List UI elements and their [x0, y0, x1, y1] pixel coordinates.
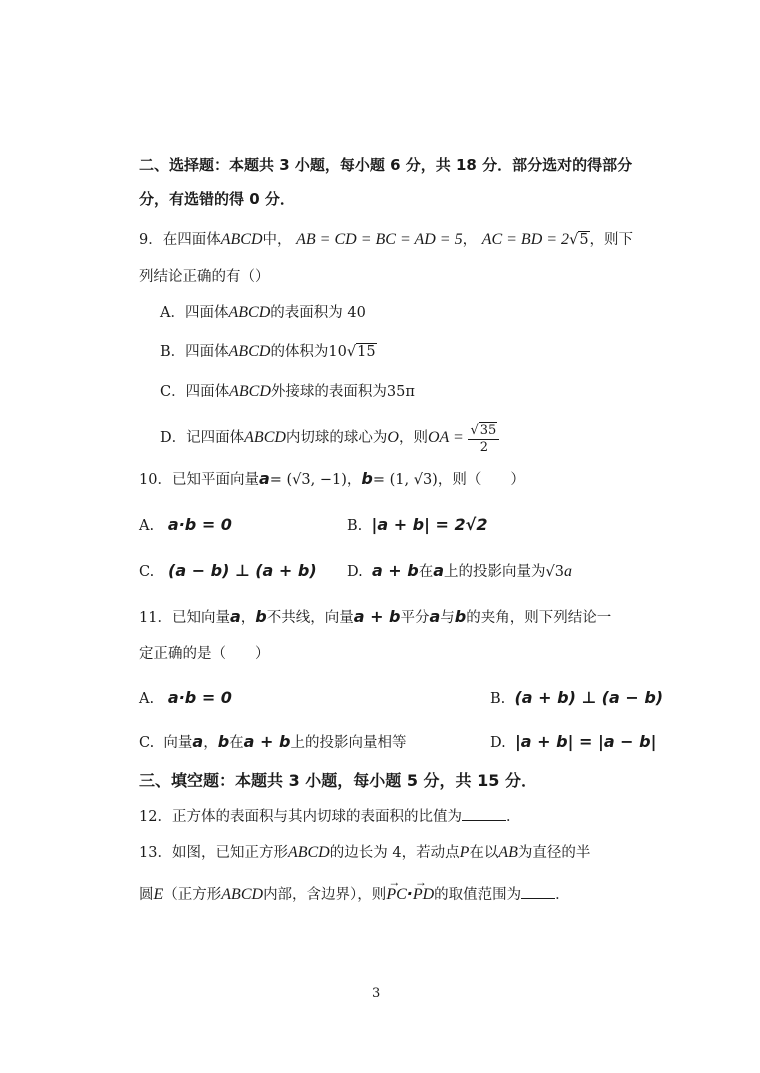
section-2-title-line2: 分，有选错的得 0 分． — [139, 190, 295, 208]
question-10-option-c: C. (a − b) ⊥ (a + b) — [139, 561, 317, 580]
question-9-option-b: B．四面体ABCD的体积为10√15 — [160, 343, 376, 360]
question-13-line1: 13．如图，已知正方形ABCD的边长为 4，若动点P在以AB为直径的半 — [139, 844, 591, 861]
section-2-title-line1: 二、选择题：本题共 3 小题，每小题 6 分，共 18 分．部分选对的得部分 — [139, 156, 633, 174]
question-11-stem-line2: 定正确的是（ ） — [139, 646, 270, 662]
vector-pc: → PC — [386, 884, 406, 906]
section-3-title: 三、填空题：本题共 3 小题，每小题 5 分，共 15 分． — [139, 771, 537, 790]
question-11-option-c: C. 向量a，b在a + b上的投影向量相等 — [139, 732, 407, 751]
question-10-option-a: A. a·b = 0 — [139, 515, 232, 534]
oa-fraction: $\frac{√35}{2}$ — [468, 422, 499, 455]
vector-pd: → PD — [413, 884, 434, 906]
answer-blank-12[interactable] — [462, 806, 506, 821]
question-12: 12．正方体的表面积与其内切球的表面积的比值为 ． — [139, 806, 520, 828]
question-10-option-d: D. a + b在a上的投影向量为√3a — [347, 561, 572, 580]
answer-blank-13[interactable] — [521, 884, 555, 899]
question-9-option-a: A．四面体ABCD的表面积为 40 — [160, 304, 366, 321]
question-11-option-d: D. |a + b| = |a − b| — [490, 732, 657, 751]
question-11-stem-line1: 11．已知向量a，b不共线，向量a + b平分a与b的夹角，则下列结论一 — [139, 607, 612, 626]
question-13-line2: 圆E（正方形ABCD内部，含边界），则→ PC·→ PD的取值范围为 ． — [139, 883, 570, 906]
question-10-option-b: B. |a + b| = 2√2 — [347, 515, 488, 534]
page-number: 3 — [372, 986, 381, 1001]
question-11-option-b: B. (a + b) ⊥ (a − b) — [490, 688, 664, 707]
question-10-stem: 10．已知平面向量a= (√3, −1)，b= (1, √3)，则（ ） — [139, 469, 525, 488]
question-9-stem-line2: 列结论正确的有（） — [139, 269, 270, 285]
question-9-stem: 9．在四面体ABCD中， AB = CD = BC = AD = 5， AC = BD = 2√5，则下 — [139, 231, 634, 248]
question-9-option-c: C．四面体ABCD外接球的表面积为35π — [160, 383, 415, 400]
question-9-option-d: D．记四面体ABCD内切球的球心为O，则OA = $\frac{√35}{2}$ — [160, 418, 499, 458]
question-11-option-a: A. a·b = 0 — [139, 688, 232, 707]
